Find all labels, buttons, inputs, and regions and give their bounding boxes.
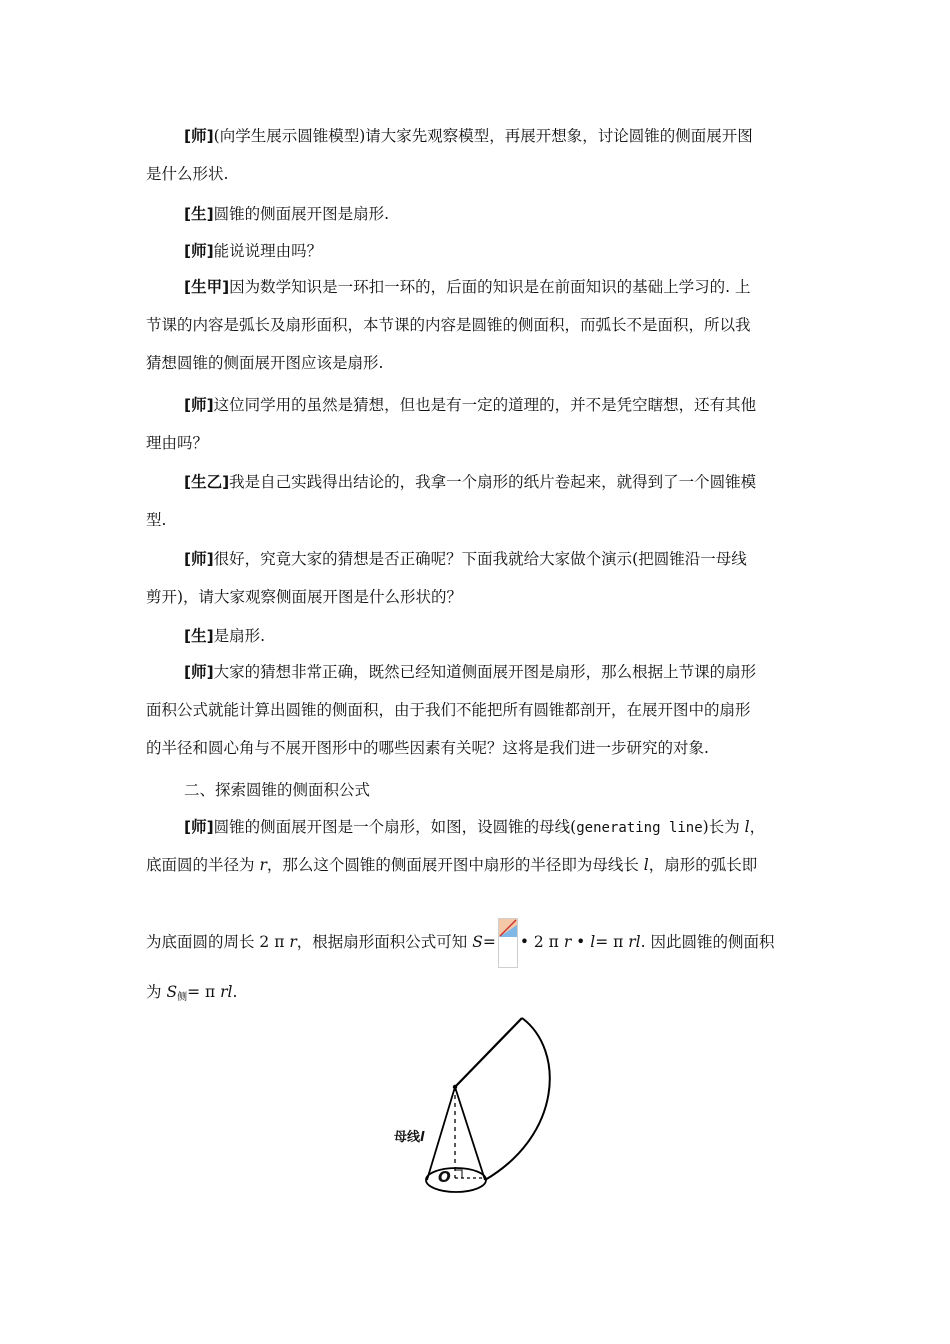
paragraph-6: [生乙]我是自己实践得出结论的，我拿一个扇形的纸片卷起来，就得到了一个圆锥模 型. xyxy=(146,473,757,529)
formula-line: 为底面圆的周长 2 π r，根据扇形面积公式可知 S= • 2 π r • l= π rl. 因此圆锥的侧面积 xyxy=(146,918,806,956)
paragraph-10: [师]圆锥的侧面展开图是一个扇形，如图，设圆锥的母线(generating line)长为 l， 底面圆的半径为 r，那么这个圆锥的侧面展开图中扇形的半径即为母线长 l，扇形的弧长即 xyxy=(146,818,766,874)
speaker-teacher: [师] xyxy=(184,242,214,260)
paragraph-4: [生甲]因为数学知识是一环扣一环的，后面的知识是在前面知识的基础上学习的. 上 节课的内容是弧长及扇形面积，本节课的内容是圆锥的侧面积，而弧长不是面积，所以我 猜想圆锥的侧面展开图应该是扇形. xyxy=(146,278,751,372)
paragraph-2: [生]圆锥的侧面展开图是扇形. xyxy=(184,205,390,223)
paragraph-3: [师]能说说理由吗？ xyxy=(184,242,323,260)
paragraph-1: [师](向学生展示圆锥模型)请大家先观察模型，再展开想象，讨论圆锥的侧面展开图 是什么形状. xyxy=(146,127,753,183)
speaker-teacher: [师] xyxy=(184,127,214,145)
paragraph-8: [生]是扇形. xyxy=(184,627,266,645)
paragraph-9: [师]大家的猜想非常正确，既然已经知道侧面展开图是扇形，那么根据上节课的扇形 面积公式就能计算出圆锥的侧面积，由于我们不能把所有圆锥都剖开，在展开图中的扇形 的半径和圆心角与不展开图形中的哪些因素有关呢？这将是我们进一步研究的对象. xyxy=(146,663,757,757)
result-line: 为 $S_侧= \pi$ rl. xyxy=(146,983,238,1003)
speaker-teacher: [师] xyxy=(184,818,214,836)
speaker-teacher: [师] xyxy=(184,396,214,414)
cone-diagram xyxy=(390,1010,580,1210)
cone-sector-figure xyxy=(390,1010,580,1210)
speaker-student: [生] xyxy=(184,627,214,645)
paragraph-7: [师]很好，究竟大家的猜想是否正确呢？下面我就给大家做个演示(把圆锥沿一母线 剪开)，请大家观察侧面展开图是什么形状的？ xyxy=(146,550,747,606)
slant-height-label: 母线l xyxy=(394,1130,425,1145)
paragraph-5: [师]这位同学用的虽然是猜想，但也是有一定的道理的，并不是凭空瞎想，还有其他 理由吗？ xyxy=(146,396,757,452)
speaker-student-a: [生甲] xyxy=(184,278,230,296)
speaker-student: [生] xyxy=(184,205,214,223)
speaker-student-b: [生乙] xyxy=(184,473,230,491)
center-label: O xyxy=(438,1168,451,1186)
speaker-teacher: [师] xyxy=(184,550,214,568)
fraction-image-icon xyxy=(498,918,518,968)
section-heading: 二、探索圆锥的侧面积公式 xyxy=(184,781,371,799)
speaker-teacher: [师] xyxy=(184,663,214,681)
